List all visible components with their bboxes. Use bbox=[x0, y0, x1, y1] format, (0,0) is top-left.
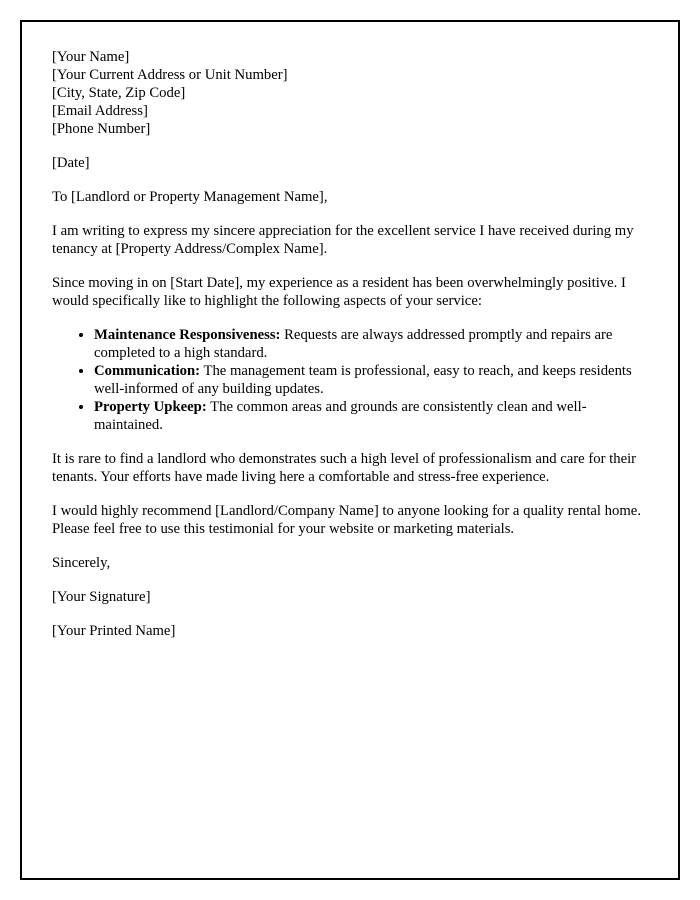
bullet-text: The common areas and grounds are consistently clean and well-maintained. bbox=[94, 399, 587, 433]
bullet-label: Maintenance Responsiveness: bbox=[94, 327, 281, 343]
bullet-label: Property Upkeep: bbox=[94, 399, 207, 415]
paragraph-recommendation: I would highly recommend [Landlord/Company Name] to anyone looking for a quality rental home. Please feel free to use this testimonial for your website or marketing materials. bbox=[52, 503, 641, 537]
paragraph-intro: I am writing to express my sincere appreciation for the excellent service I have received during my tenancy at [Property Address/Complex Name]. bbox=[52, 223, 634, 257]
list-item-maintenance bbox=[94, 326, 648, 362]
bullet-text: Requests are always addressed promptly and repairs are completed to a high standard. bbox=[94, 327, 613, 361]
sender-address-line: [Your Current Address or Unit Number] bbox=[52, 67, 288, 83]
sender-city-line: [City, State, Zip Code] bbox=[52, 85, 186, 101]
paragraph-praise: It is rare to find a landlord who demonstrates such a high level of professionalism and care for their tenants. Your efforts have made living here a comfortable and stress-free experience. bbox=[52, 451, 637, 485]
paragraph-context: Since moving in on [Start Date], my experience as a resident has been overwhelmingly positive. I would specifically like to highlight the following aspects of your service: bbox=[52, 275, 626, 309]
date-line: [Date] bbox=[52, 155, 90, 171]
sender-block bbox=[52, 48, 648, 138]
closing-line: Sincerely, bbox=[52, 555, 111, 571]
bullet-text: The management team is professional, easy to reach, and keeps residents well-informed of any building updates. bbox=[94, 363, 632, 397]
sender-email-line: [Email Address] bbox=[52, 103, 148, 119]
sender-name-line: [Your Name] bbox=[52, 49, 130, 65]
bullet-label: Communication: bbox=[94, 363, 201, 379]
sender-phone-line: [Phone Number] bbox=[52, 121, 151, 137]
salutation: To [Landlord or Property Management Name], bbox=[52, 189, 328, 205]
letter-page bbox=[20, 20, 680, 880]
printed-name-placeholder: [Your Printed Name] bbox=[52, 623, 176, 639]
list-item-property-upkeep bbox=[94, 398, 648, 434]
signature-placeholder: [Your Signature] bbox=[52, 589, 151, 605]
highlights-list bbox=[52, 326, 648, 434]
list-item-communication bbox=[94, 362, 648, 398]
